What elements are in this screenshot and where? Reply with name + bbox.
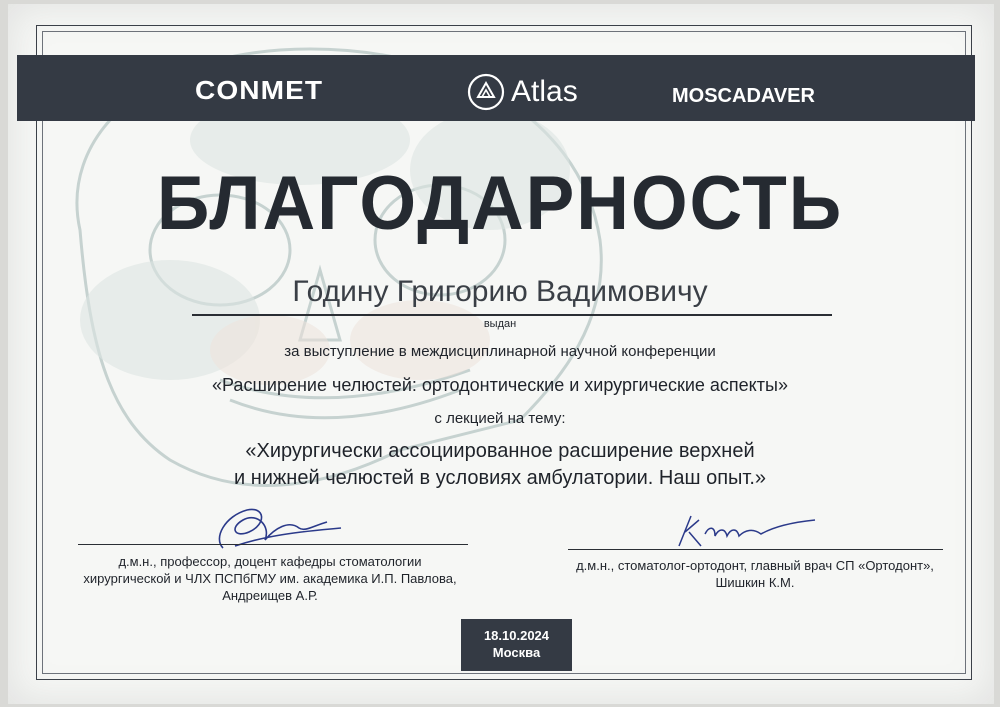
signatory-right-caption <box>560 557 950 591</box>
event-city: Москва <box>492 645 541 660</box>
recipient-underline <box>192 314 832 316</box>
atlas-logo <box>467 72 578 112</box>
signatory-left-caption <box>60 553 480 604</box>
conference-title: «Расширение челюстей: ортодонтические и хирургические аспекты» <box>212 375 788 395</box>
lecture-intro: с лекцией на тему: <box>434 410 566 427</box>
signature-right <box>665 506 825 552</box>
moscadaver-logo: MOSCADAVER <box>672 85 815 107</box>
signature-left <box>205 498 345 560</box>
atlas-emblem-icon <box>467 73 505 111</box>
recipient-name: Годину Григорию Вадимовичу <box>292 275 708 308</box>
certificate-title: БЛАГОДАРНОСТЬ <box>156 161 844 246</box>
lecture-title-line1: «Хирургически ассоциированное расширение верхней <box>245 440 755 462</box>
signatory-right-line1: д.м.н., стоматолог-ортодонт, главный врач СП «Ортодонт», <box>576 558 934 573</box>
issued-label: выдан <box>483 318 517 330</box>
signatory-left-line2: хирургической и ЧЛХ ПСПбГМУ им. академика И.П. Павлова, <box>83 571 457 586</box>
signature-line-left <box>78 544 468 545</box>
signatory-right-name: Шишкин К.М. <box>715 575 795 590</box>
date-location-box <box>461 619 572 671</box>
signatory-left-line1: д.м.н., профессор, доцент кафедры стоматологии <box>118 554 422 569</box>
lecture-title-line2: и нижней челюстей в условиях амбулатории. Наш опыт.» <box>233 467 767 489</box>
signature-line-right <box>568 549 943 550</box>
conmet-logo: CONMET <box>195 75 324 105</box>
atlas-logo-text: Atlas <box>511 75 578 108</box>
for-text: за выступление в междисциплинарной научной конференции <box>284 343 716 360</box>
signatory-left-name: Андреищев А.Р. <box>222 588 318 603</box>
event-date: 18.10.2024 <box>483 628 550 643</box>
